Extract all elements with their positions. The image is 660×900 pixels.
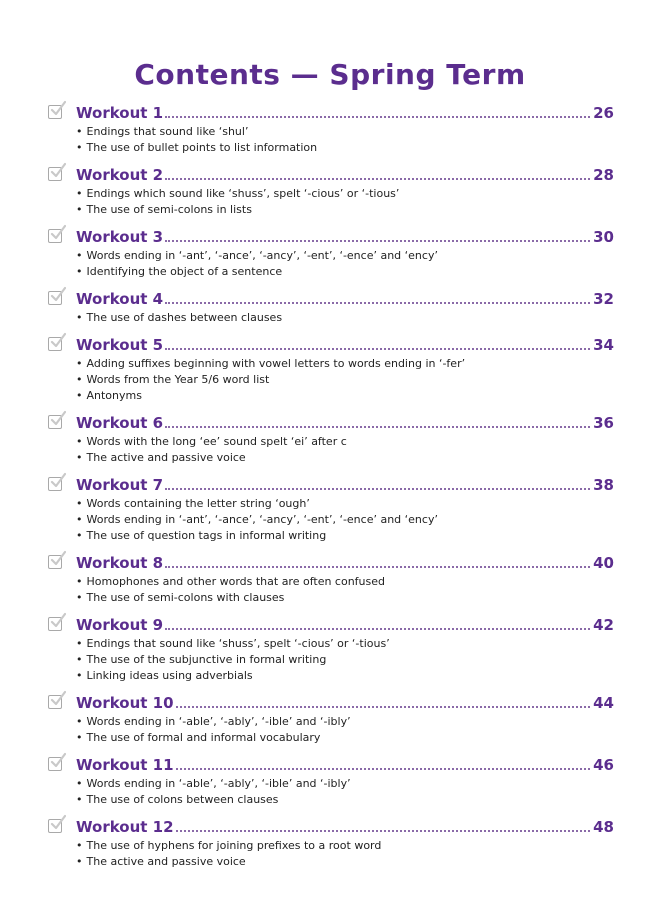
entry-topics	[76, 714, 614, 746]
entry-title[interactable]: Workout 7	[76, 476, 164, 494]
contents-list	[48, 100, 614, 870]
dot-leader	[165, 240, 590, 242]
entry-page-number[interactable]: 38	[593, 476, 614, 494]
entry-page-number[interactable]: 42	[593, 616, 614, 634]
contents-entry-11	[48, 752, 614, 808]
entry-topics	[76, 434, 614, 466]
checkbox-icon[interactable]	[48, 817, 66, 835]
dot-leader	[165, 348, 590, 350]
dot-leader	[176, 768, 591, 770]
contents-entry-12	[48, 814, 614, 870]
topic-item: • Words ending in ‘-ant’, ‘-ance’, ‘-ancy’, ‘-ent’, ‘-ence’ and ‘ency’	[76, 512, 614, 528]
entry-page-number[interactable]: 34	[593, 336, 614, 354]
entry-title[interactable]: Workout 10	[76, 694, 174, 712]
entry-header	[48, 224, 614, 246]
checkbox-icon[interactable]	[48, 755, 66, 773]
topic-item: • The use of hyphens for joining prefixes to a root word	[76, 838, 614, 854]
topic-item: • The use of question tags in informal writing	[76, 528, 614, 544]
topic-item: • The use of colons between clauses	[76, 792, 614, 808]
entry-topics	[76, 356, 614, 404]
contents-entry-2	[48, 162, 614, 218]
entry-header	[48, 100, 614, 122]
topic-item: • The active and passive voice	[76, 450, 614, 466]
contents-entry-8	[48, 550, 614, 606]
topic-item: • The use of semi-colons in lists	[76, 202, 614, 218]
entry-title[interactable]: Workout 5	[76, 336, 164, 354]
topic-item: • Words containing the letter string ‘ough’	[76, 496, 614, 512]
entry-topics	[76, 838, 614, 870]
contents-entry-3	[48, 224, 614, 280]
entry-title[interactable]: Workout 11	[76, 756, 174, 774]
entry-page-number[interactable]: 48	[593, 818, 614, 836]
tick-icon	[50, 752, 66, 770]
tick-icon	[50, 100, 66, 118]
topic-item: • Linking ideas using adverbials	[76, 668, 614, 684]
page-title: Contents — Spring Term	[134, 58, 526, 91]
tick-icon	[50, 410, 66, 428]
checkbox-icon[interactable]	[48, 227, 66, 245]
contents-entry-4	[48, 286, 614, 326]
entry-title[interactable]: Workout 1	[76, 104, 164, 122]
dot-leader	[176, 706, 591, 708]
dot-leader	[165, 116, 590, 118]
entry-header	[48, 612, 614, 634]
topic-item: • Endings which sound like ‘shuss’, spelt ‘-cious’ or ‘-tious’	[76, 186, 614, 202]
checkbox-icon[interactable]	[48, 693, 66, 711]
dot-leader	[165, 628, 590, 630]
entry-topics	[76, 496, 614, 544]
tick-icon	[50, 814, 66, 832]
entry-title[interactable]: Workout 4	[76, 290, 164, 308]
contents-entry-6	[48, 410, 614, 466]
topic-item: • The use of formal and informal vocabulary	[76, 730, 614, 746]
entry-topics	[76, 574, 614, 606]
topic-item: • Words ending in ‘-able’, ‘-ably’, ‘-ible’ and ‘-ibly’	[76, 776, 614, 792]
topic-item: • The use of dashes between clauses	[76, 310, 614, 326]
entry-page-number[interactable]: 46	[593, 756, 614, 774]
tick-icon	[50, 612, 66, 630]
topic-item: • Words ending in ‘-ant’, ‘-ance’, ‘-ancy’, ‘-ent’, ‘-ence’ and ‘ency’	[76, 248, 614, 264]
entry-title[interactable]: Workout 6	[76, 414, 164, 432]
entry-title[interactable]: Workout 9	[76, 616, 164, 634]
entry-title[interactable]: Workout 12	[76, 818, 174, 836]
dot-leader	[176, 830, 591, 832]
topic-item: • The use of semi-colons with clauses	[76, 590, 614, 606]
topic-item: • Endings that sound like ‘shul’	[76, 124, 614, 140]
entry-page-number[interactable]: 36	[593, 414, 614, 432]
entry-page-number[interactable]: 32	[593, 290, 614, 308]
tick-icon	[50, 690, 66, 708]
checkbox-icon[interactable]	[48, 475, 66, 493]
entry-topics	[76, 186, 614, 218]
checkbox-icon[interactable]	[48, 553, 66, 571]
entry-page-number[interactable]: 44	[593, 694, 614, 712]
topic-item: • Identifying the object of a sentence	[76, 264, 614, 280]
topic-item: • The active and passive voice	[76, 854, 614, 870]
tick-icon	[50, 286, 66, 304]
entry-title[interactable]: Workout 8	[76, 554, 164, 572]
topic-item: • Antonyms	[76, 388, 614, 404]
tick-icon	[50, 162, 66, 180]
topic-item: • Words with the long ‘ee’ sound spelt ‘ei’ after c	[76, 434, 614, 450]
checkbox-icon[interactable]	[48, 413, 66, 431]
entry-header	[48, 752, 614, 774]
entry-header	[48, 472, 614, 494]
tick-icon	[50, 550, 66, 568]
tick-icon	[50, 332, 66, 350]
entry-header	[48, 286, 614, 308]
entry-title[interactable]: Workout 2	[76, 166, 164, 184]
topic-item: • The use of the subjunctive in formal writing	[76, 652, 614, 668]
entry-header	[48, 410, 614, 432]
contents-entry-9	[48, 612, 614, 684]
topic-item: • Homophones and other words that are often confused	[76, 574, 614, 590]
entry-page-number[interactable]: 40	[593, 554, 614, 572]
contents-entry-10	[48, 690, 614, 746]
checkbox-icon[interactable]	[48, 165, 66, 183]
entry-title[interactable]: Workout 3	[76, 228, 164, 246]
entry-topics	[76, 776, 614, 808]
checkbox-icon[interactable]	[48, 615, 66, 633]
contents-entry-1	[48, 100, 614, 156]
dot-leader	[165, 488, 590, 490]
entry-header	[48, 162, 614, 184]
topic-item: • Words ending in ‘-able’, ‘-ably’, ‘-ible’ and ‘-ibly’	[76, 714, 614, 730]
entry-header	[48, 814, 614, 836]
dot-leader	[165, 302, 590, 304]
entry-topics	[76, 124, 614, 156]
checkbox-icon[interactable]	[48, 289, 66, 307]
entry-topics	[76, 636, 614, 684]
dot-leader	[165, 566, 590, 568]
contents-entry-5	[48, 332, 614, 404]
contents-entry-7	[48, 472, 614, 544]
entry-page-number[interactable]: 30	[593, 228, 614, 246]
entry-page-number[interactable]: 28	[593, 166, 614, 184]
dot-leader	[165, 178, 590, 180]
entry-topics	[76, 248, 614, 280]
tick-icon	[50, 472, 66, 490]
entry-header	[48, 690, 614, 712]
topic-item: • Words from the Year 5/6 word list	[76, 372, 614, 388]
topic-item: • The use of bullet points to list information	[76, 140, 614, 156]
entry-page-number[interactable]: 26	[593, 104, 614, 122]
entry-header	[48, 332, 614, 354]
checkbox-icon[interactable]	[48, 103, 66, 121]
checkbox-icon[interactable]	[48, 335, 66, 353]
topic-item: • Adding suffixes beginning with vowel letters to words ending in ‘-fer’	[76, 356, 614, 372]
dot-leader	[165, 426, 590, 428]
tick-icon	[50, 224, 66, 242]
topic-item: • Endings that sound like ‘shuss’, spelt ‘-cious’ or ‘-tious’	[76, 636, 614, 652]
entry-header	[48, 550, 614, 572]
entry-topics	[76, 310, 614, 326]
